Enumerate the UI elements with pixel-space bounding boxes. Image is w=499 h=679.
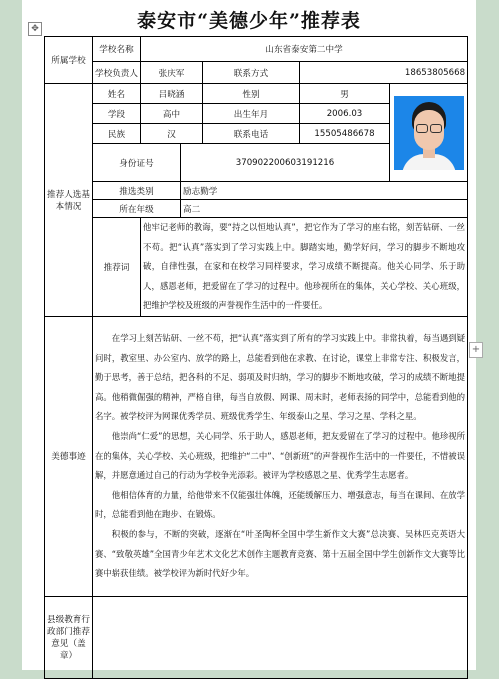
name-value[interactable]: 吕晓涵 xyxy=(141,84,203,104)
category-value[interactable]: 励志勤学 xyxy=(181,182,468,200)
phone-value[interactable]: 15505486678 xyxy=(300,124,390,144)
document-page xyxy=(22,0,476,670)
id-value[interactable]: 370902200603191216 xyxy=(181,144,390,182)
ethnicity-value[interactable]: 汉 xyxy=(141,124,203,144)
deeds-paragraph: 积极的参与，不断的突破，逐渐在“叶圣陶杯全国中学生新作文大赛”总决赛、吴林匹克英语大赛、“致敬英雄”全国青少年艺术文化艺术创作主题教育竞赛、第十五届全国中学生创新作文大赛等比赛中崭获佳绩。被学校评为新时代好少年。 xyxy=(95,529,466,579)
deeds-text[interactable] xyxy=(93,316,468,596)
grade-label: 所在年级 xyxy=(93,200,181,218)
contact-person-value[interactable]: 张庆军 xyxy=(141,62,203,84)
contact-value[interactable]: 18653805668 xyxy=(300,62,468,84)
school-name-label: 学校名称 xyxy=(93,37,141,62)
grade-value[interactable]: 高二 xyxy=(181,200,468,218)
recommendation-text[interactable]: 他牢记老师的教诲，要“持之以恒地认真”，把它作为了学习的座右铭，刻苦钻研、一丝不苟。把“认真”落实到了学习实践上中。脚踏实地，勤学好问，学习的脚步不断地攻破，自律性强，在家和在校学习同样要求，学习成绩不断提高。他关心同学、乐于助人，感恩老师，把爱留在了学习的过程中。他珍视所在的集体，关心学校、关心班级，把维护学校及班级的声誉视作生活中的一件要任。 xyxy=(141,218,468,317)
gender-label: 性别 xyxy=(203,84,300,104)
contact-person-label: 学校负责人 xyxy=(93,62,141,84)
gender-value[interactable]: 男 xyxy=(300,84,390,104)
stage-label: 学段 xyxy=(93,104,141,124)
school-name-value[interactable]: 山东省泰安第二中学 xyxy=(141,37,468,62)
id-label: 身份证号 xyxy=(93,144,181,182)
contact-label: 联系方式 xyxy=(203,62,300,84)
phone-label: 联系电话 xyxy=(203,124,300,144)
school-section-label: 所属学校 xyxy=(45,37,93,84)
ethnicity-label: 民族 xyxy=(93,124,141,144)
category-label: 推选类别 xyxy=(93,182,181,200)
opinion-label: 县级教育行政部门推荐意见（盖章） xyxy=(45,596,93,678)
deeds-label: 美德事迹 xyxy=(45,316,93,596)
deeds-paragraph: 在学习上刻苦钻研、一丝不苟，把“认真”落实到了所有的学习实践上中。非常执着，每当遇到疑问时，教室里、办公室内、放学的路上，总能看到他在求教、在讨论，课堂上非常专注、积极发言，勤于思考，善于总结，把各科的不足、弱项及时归纳，学习的脚步不断地攻破，学习的成绩不断地提高。他稍微倔强的精神，严格自律，每当自放假、网课、周末时，老师表扬的同学中，总能看到他的名字。被学校评为网课优秀学员、班级优秀学生、年级泰山之星、学习之星、学科之星。 xyxy=(95,333,466,422)
add-column-handle-icon[interactable]: + xyxy=(469,342,483,358)
opinion-value[interactable] xyxy=(93,596,468,678)
recommendation-form-table xyxy=(44,36,468,679)
deeds-paragraph: 他崇尚“仁爱”的思想，关心同学、乐于助人，感恩老师，把友爱留在了学习的过程中。他珍视所在的集体，关心学校、关心班级，把维护“二中”、“创新班”的声誉视作生活中的一件要任，不惜被误解，并愿意通过自己的行动为学校争光添彩。被评为学校感恩之星、优秀学生志愿者。 xyxy=(95,431,466,481)
birth-value[interactable]: 2006.03 xyxy=(300,104,390,124)
recommendation-label: 推荐词 xyxy=(93,218,141,317)
birth-label: 出生年月 xyxy=(203,104,300,124)
student-photo xyxy=(394,96,464,170)
deeds-paragraph: 他相信体育的力量，给他带来不仅能强壮体魄，还能缓解压力、增强意志，每当在课间、在放学时，总能看到他在跑步、在锻炼。 xyxy=(95,489,466,520)
photo-cell xyxy=(390,84,468,182)
candidate-section-label: 推荐人选基本情况 xyxy=(45,84,93,317)
name-label: 姓名 xyxy=(93,84,141,104)
table-move-handle-icon[interactable]: ✥ xyxy=(28,22,42,36)
stage-value[interactable]: 高中 xyxy=(141,104,203,124)
page-title: 泰安市“美德少年”推荐表 xyxy=(137,10,361,32)
